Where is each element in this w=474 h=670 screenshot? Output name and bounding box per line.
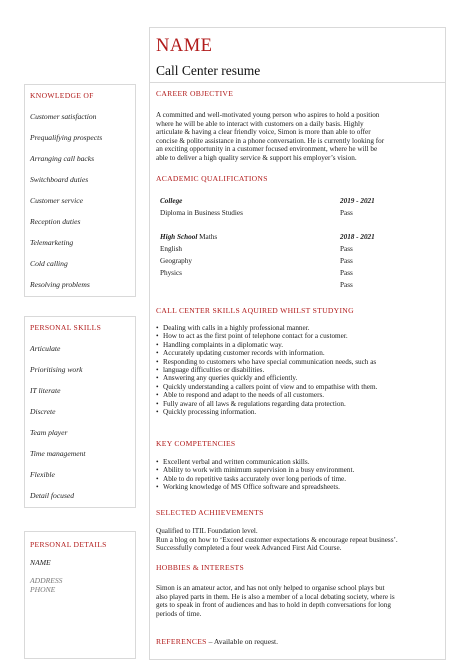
academic-heading: ACADEMIC QUALIFICATIONS xyxy=(156,174,268,183)
achievement-line: Successfully completed a four week Advanced First Aid Course. xyxy=(156,544,342,553)
career-objective-line: concise & polite assistance in a phone conversation. He is currently looking for xyxy=(156,136,385,145)
career-objective-heading: CAREER OBJECTIVE xyxy=(156,89,234,98)
skill-item: Detail focused xyxy=(30,491,75,500)
knowledge-item: Telemarketing xyxy=(30,238,74,247)
skills-item: • Handling complaints in a diplomatic way. xyxy=(156,341,438,349)
knowledge-item: Customer service xyxy=(30,196,83,205)
skill-item: Team player xyxy=(30,428,68,437)
skill-item: Flexible xyxy=(30,470,55,479)
hobbies-text xyxy=(156,584,438,618)
details-phone: PHONE xyxy=(30,585,56,594)
competencies-heading: KEY COMPETENCIES xyxy=(156,439,236,448)
school-years: 2018 - 2021 xyxy=(340,233,375,241)
skill-item: Time management xyxy=(30,449,86,458)
qualification-subject: English xyxy=(160,245,182,253)
competency-item: • Ability to work with minimum supervision in a busy environment. xyxy=(156,466,438,474)
skills-item: • Answering any queries quickly and efficiently. xyxy=(156,374,438,382)
personal-skills-heading: PERSONAL SKILLS xyxy=(30,323,102,332)
skills-item: • Able to respond and adapt to the needs of all customers. xyxy=(156,391,438,399)
resume-name: NAME xyxy=(156,36,213,56)
qualification-result: Pass xyxy=(340,209,353,217)
career-objective-line: able to deliver a high quality service & support his employer’s vision. xyxy=(156,153,357,162)
skills-item-continuation: • language difficulties or disabilities. xyxy=(156,366,438,374)
achievement-line: Qualified to ITIL Foundation level. xyxy=(156,527,258,535)
knowledge-heading: KNOWLEDGE OF xyxy=(30,91,94,100)
career-objective-line: articulate & having a clear friendly voice, Simon is more than able to offer xyxy=(156,128,371,137)
references-text: – Available on request. xyxy=(206,637,279,646)
knowledge-item: Reception duties xyxy=(30,217,81,226)
skills-item: • Dealing with calls in a highly professional manner. xyxy=(156,324,438,332)
hobbies-line: Simon is an amateur actor, and has not only helped to organise school plays but xyxy=(156,584,385,592)
references-heading: REFERENCES xyxy=(156,637,207,646)
knowledge-item: Switchboard duties xyxy=(30,175,89,184)
knowledge-item: Resolving problems xyxy=(30,280,90,289)
knowledge-item: Arranging call backs xyxy=(30,154,95,163)
qualification-result: Pass xyxy=(340,281,353,289)
skill-item: IT literate xyxy=(30,386,61,395)
skills-item: • Fully aware of all laws & regulations regarding data protection. xyxy=(156,400,438,408)
skill-item: Prioritising work xyxy=(30,365,83,374)
knowledge-box xyxy=(24,84,136,297)
knowledge-item: Customer satisfaction xyxy=(30,112,97,121)
knowledge-item: Prequalifying prospects xyxy=(30,133,103,142)
competency-item: • Excellent verbal and written communication skills. xyxy=(156,458,438,466)
hobbies-line: periods of time. xyxy=(156,609,202,618)
college-years: 2019 - 2021 xyxy=(340,197,375,205)
skills-list xyxy=(156,324,438,416)
achievement-line: Run a blog on how to ‘Exceed customer expectations & encourage repeat business’. xyxy=(156,535,398,544)
hobbies-line: also played parts in them. He is also a member of a local debating society, where is xyxy=(156,592,395,601)
college-label: College xyxy=(160,197,183,205)
qualification-result: Pass xyxy=(340,257,353,265)
school-label xyxy=(160,233,217,242)
career-objective-text xyxy=(156,111,438,163)
skills-item: • Accurately updating customer records with information. xyxy=(156,349,438,357)
references-line xyxy=(156,637,278,646)
competencies-list xyxy=(156,458,438,492)
skill-item: Discrete xyxy=(30,407,56,416)
qualification-result: Pass xyxy=(340,245,353,253)
qualification-subject: Geography xyxy=(160,257,192,265)
knowledge-item: Cold calling xyxy=(30,259,68,268)
skills-item: • Quickly understanding a callers point of view and to empathise with them. xyxy=(156,383,438,391)
school-label-text: High School xyxy=(160,233,198,241)
details-name: NAME xyxy=(30,558,51,567)
career-objective-line: A committed and well-motivated young person who aspires to hold a position xyxy=(156,111,380,119)
competency-item: • Able to do repetitive tasks accurately over long periods of time. xyxy=(156,475,438,483)
qualification-subject: Physics xyxy=(160,269,182,277)
career-objective-line: an exciting opportunity in a customer focused environment, where he will be xyxy=(156,145,378,154)
skill-item: Articulate xyxy=(30,344,61,353)
school-suffix: Maths xyxy=(197,233,218,241)
personal-details-box xyxy=(24,531,136,659)
personal-skills-box xyxy=(24,316,136,508)
skills-heading: CALL CENTER SKILLS AQUIRED WHILST STUDYING xyxy=(156,306,354,315)
competency-item: • Working knowledge of MS Office software and spreadsheets. xyxy=(156,483,438,491)
resume-title: Call Center resume xyxy=(156,63,261,78)
skills-item: • How to act as the first point of telephone contact for a customer. xyxy=(156,332,438,340)
skills-item: • Responding to customers who have special communication needs, such as xyxy=(156,358,438,366)
details-address: ADDRESS xyxy=(30,576,63,585)
achievements-text xyxy=(156,527,438,553)
hobbies-line: gets to speak in front of audiences and has to hold in depth conversations for long xyxy=(156,601,391,610)
achievements-heading: SELECTED ACHIIEVEMENTS xyxy=(156,508,264,517)
qualification-result: Pass xyxy=(340,269,353,277)
career-objective-line: where he will be able to interact with customers on a daily basis. Highly xyxy=(156,119,364,128)
skills-item: • Quickly processing information. xyxy=(156,408,438,416)
header-divider xyxy=(150,82,445,83)
hobbies-heading: HOBBIES & INTERESTS xyxy=(156,563,244,572)
qualification-subject: Diploma in Business Studies xyxy=(160,209,243,217)
personal-details-heading: PERSONAL DETAILS xyxy=(30,540,107,549)
